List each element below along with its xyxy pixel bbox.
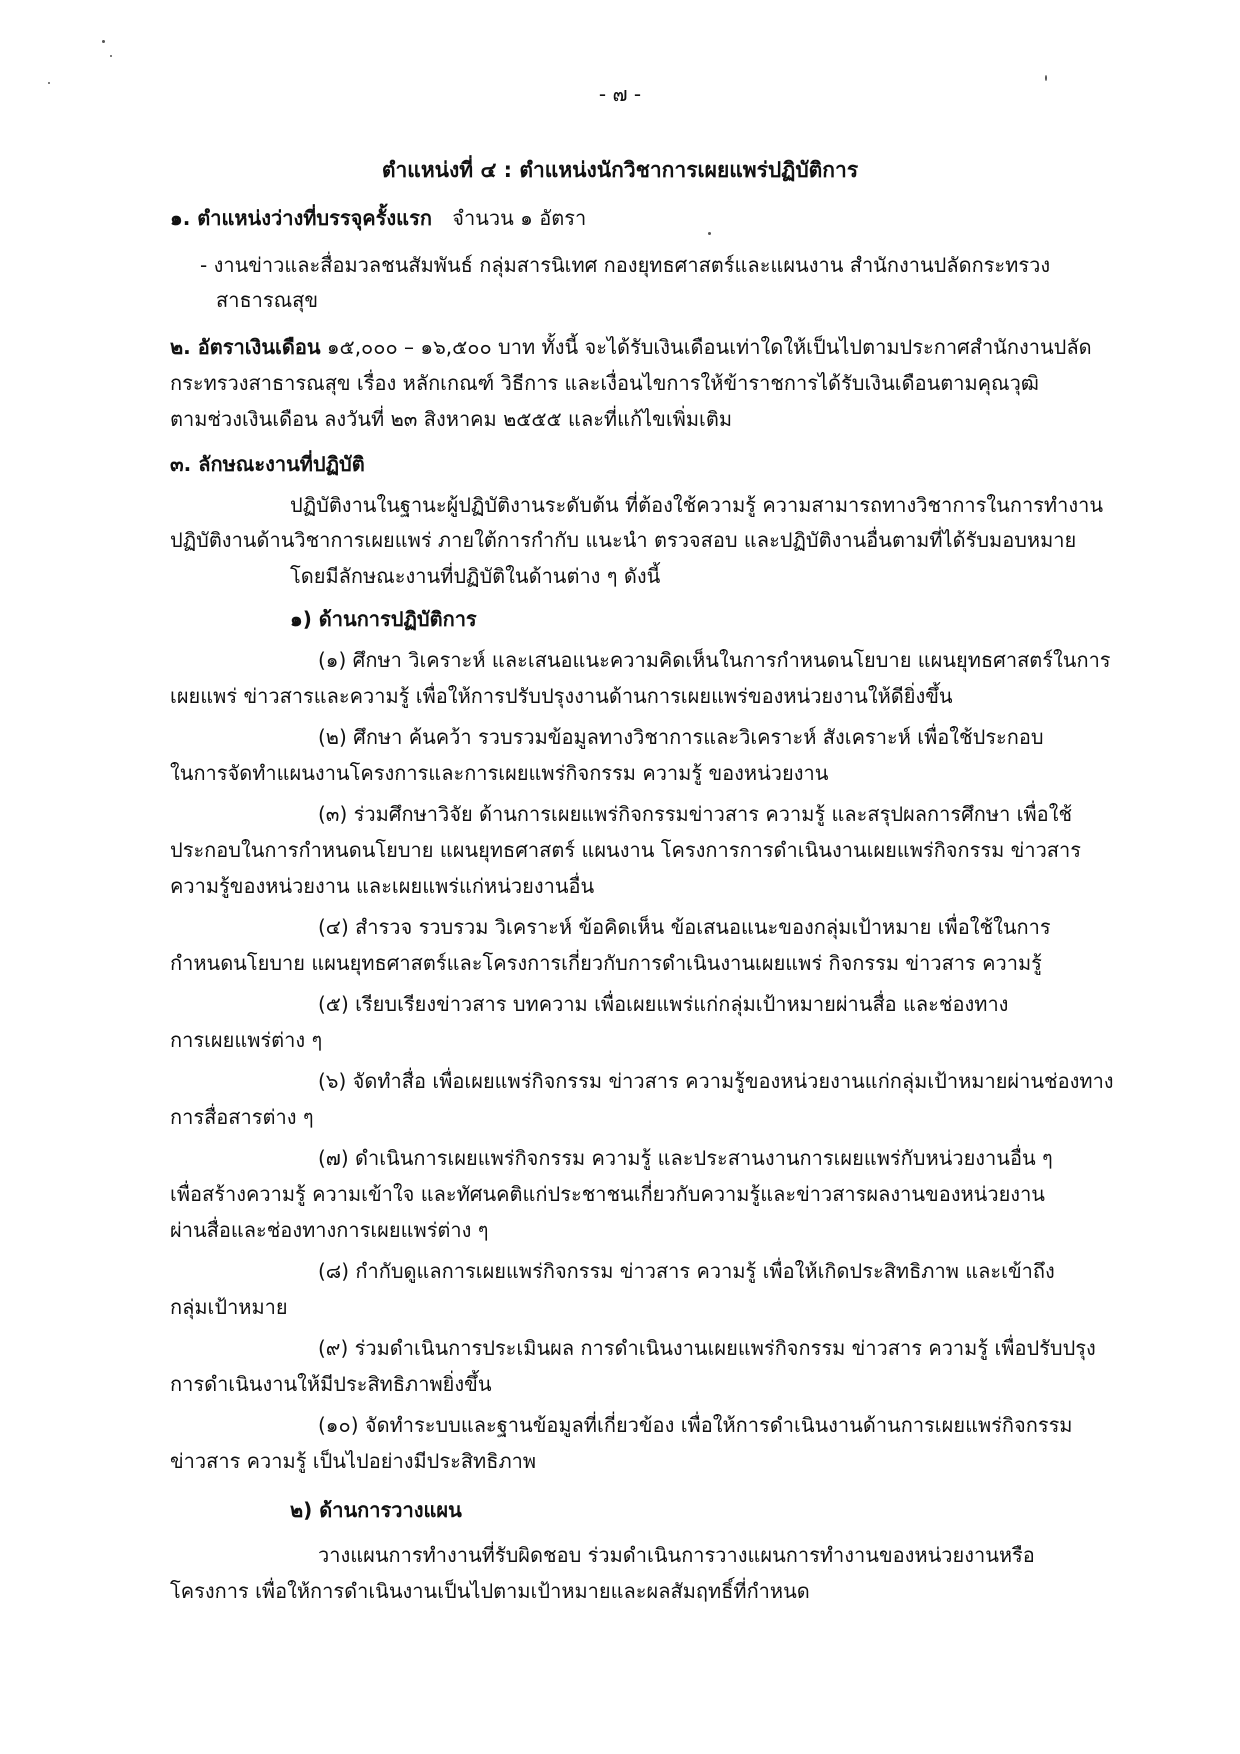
duty-item-line: (๑๐) จัดทำระบบและฐานข้อมูลที่เกี่ยวข้อง เพื่อให้การดำเนินงานด้านการเผยแพร่กิจกรรม (318, 1413, 1073, 1437)
duty-item-line: ในการจัดทำแผนงานโครงการและการเผยแพร่กิจกรรม ความรู้ ของหน่วยงาน (170, 761, 829, 785)
duty-item-line: (๘) กำกับดูแลการเผยแพร่กิจกรรม ข่าวสาร ความรู้ เพื่อให้เกิดประสิทธิภาพ และเข้าถึง (318, 1259, 1055, 1283)
duty-item-line: (๙) ร่วมดำเนินการประเมินผล การดำเนินงานเผยแพร่กิจกรรม ข่าวสาร ความรู้ เพื่อปรับปรุง (318, 1336, 1096, 1360)
salary-line-3: ตามช่วงเงินเดือน ลงวันที่ ๒๓ สิงหาคม ๒๕๕๕ และที่แก้ไขเพิ่มเติม (170, 407, 733, 431)
duty-intro-line-3: โดยมีลักษณะงานที่ปฏิบัติในด้านต่าง ๆ ดังนี้ (290, 564, 661, 588)
scan-speck (102, 40, 105, 43)
duty-item-line: กลุ่มเป้าหมาย (170, 1295, 288, 1319)
unit-line-2: สาธารณสุข (216, 288, 319, 312)
duty-item-line: ความรู้ของหน่วยงาน และเผยแพร่แก่หน่วยงานอื่น (170, 874, 595, 898)
subsection-planning-heading: ๒) ด้านการวางแผน (290, 1498, 462, 1522)
duty-item-line: ประกอบในการกำหนดนโยบาย แผนยุทธศาสตร์ แผนงาน โครงการการดำเนินงานเผยแพร่กิจกรรม ข่าวสาร (170, 838, 1081, 862)
position-count: จำนวน ๑ อัตรา (452, 206, 587, 230)
scan-speck (110, 55, 112, 57)
duty-intro-line-1: ปฏิบัติงานในฐานะผู้ปฏิบัติงานระดับต้น ที่ต้องใช้ความรู้ ความสามารถทางวิชาการในการทำงาน (290, 493, 1104, 517)
duty-item-line: เผยแพร่ ข่าวสารและความรู้ เพื่อให้การปรับปรุงงานด้านการเผยแพร่ของหน่วยงานให้ดียิ่งขึ้น (170, 684, 953, 708)
scan-speck (708, 232, 711, 235)
duty-item-line: กำหนดนโยบาย แผนยุทธศาสตร์และโครงการเกี่ยวกับการดำเนินงานเผยแพร่ กิจกรรม ข่าวสาร ความรู้ (170, 951, 1042, 975)
salary-line-2: กระทรวงสาธารณสุข เรื่อง หลักเกณฑ์ วิธีการ และเงื่อนไขการให้ข้าราชการได้รับเงินเดือนตามคุณวุฒิ (170, 371, 1039, 395)
section-3-heading: ๓. ลักษณะงานที่ปฏิบัติ (170, 452, 365, 476)
subsection-operations-heading: ๑) ด้านการปฏิบัติการ (290, 607, 477, 631)
duty-item-line: ข่าวสาร ความรู้ เป็นไปอย่างมีประสิทธิภาพ (170, 1449, 537, 1473)
duty-item-line: (๒) ศึกษา ค้นคว้า รวบรวมข้อมูลทางวิชาการและวิเคราะห์ สังเคราะห์ เพื่อใช้ประกอบ (318, 725, 1044, 749)
duty-intro-line-2: ปฏิบัติงานด้านวิชาการเผยแพร่ ภายใต้การกำกับ แนะนำ ตรวจสอบ และปฏิบัติงานอื่นตามที่ได้รับมอบหมาย (170, 528, 1077, 552)
scan-speck (1045, 75, 1047, 81)
section-1-heading-line (170, 203, 586, 233)
unit-line-1: - งานข่าวและสื่อมวลชนสัมพันธ์ กลุ่มสารนิเทศ กองยุทธศาสตร์และแผนงาน สำนักงานปลัดกระทรวง (200, 253, 1051, 277)
scan-speck (48, 82, 50, 84)
salary-line-1 (170, 332, 1092, 362)
duty-item-line: (๓) ร่วมศึกษาวิจัย ด้านการเผยแพร่กิจกรรมข่าวสาร ความรู้ และสรุปผลการศึกษา เพื่อใช้ (318, 802, 1073, 826)
duty-item-line: การดำเนินงานให้มีประสิทธิภาพยิ่งขึ้น (170, 1372, 492, 1396)
duty-item-line: ผ่านสื่อและช่องทางการเผยแพร่ต่าง ๆ (170, 1218, 489, 1242)
duty-item-line: (๗) ดำเนินการเผยแพร่กิจกรรม ความรู้ และประสานงานการเผยแพร่กับหน่วยงานอื่น ๆ (318, 1146, 1053, 1170)
page-title: ตำแหน่งที่ ๔ : ตำแหน่งนักวิชาการเผยแพร่ปฏิบัติการ (381, 158, 859, 182)
duty-item-line: เพื่อสร้างความรู้ ความเข้าใจ และทัศนคติแก่ประชาชนเกี่ยวกับความรู้และข่าวสารผลงานของหน่วยงาน (170, 1182, 1045, 1206)
duty-item-line: (๕) เรียบเรียงข่าวสาร บทความ เพื่อเผยแพร่แก่กลุ่มเป้าหมายผ่านสื่อ และช่องทาง (318, 992, 1009, 1016)
page-number: - ๗ - (598, 82, 642, 106)
duty-item-line: การสื่อสารต่าง ๆ (170, 1105, 314, 1129)
section-2-heading: ๒. อัตราเงินเดือน (170, 335, 321, 359)
duty-item-line: การเผยแพร่ต่าง ๆ (170, 1028, 323, 1052)
section-1-heading: ๑. ตำแหน่งว่างที่บรรจุครั้งแรก (170, 206, 432, 230)
planning-line-1: วางแผนการทำงานที่รับผิดชอบ ร่วมดำเนินการวางแผนการทำงานของหน่วยงานหรือ (318, 1543, 1035, 1567)
planning-line-2: โครงการ เพื่อให้การดำเนินงานเป็นไปตามเป้าหมายและผลสัมฤทธิ์ที่กำหนด (170, 1579, 810, 1603)
duty-item-line: (๑) ศึกษา วิเคราะห์ และเสนอแนะความคิดเห็นในการกำหนดนโยบาย แผนยุทธศาสตร์ในการ (318, 648, 1111, 672)
salary-range-text: ๑๕,๐๐๐ – ๑๖,๕๐๐ บาท ทั้งนี้ จะได้รับเงินเดือนเท่าใดให้เป็นไปตามประกาศสำนักงานปลัด (326, 335, 1092, 359)
duty-item-line: (๔) สำรวจ รวบรวม วิเคราะห์ ข้อคิดเห็น ข้อเสนอแนะของกลุ่มเป้าหมาย เพื่อใช้ในการ (318, 915, 1051, 939)
duty-item-line: (๖) จัดทำสื่อ เพื่อเผยแพร่กิจกรรม ข่าวสาร ความรู้ของหน่วยงานแก่กลุ่มเป้าหมายผ่านช่องทาง (318, 1069, 1114, 1093)
